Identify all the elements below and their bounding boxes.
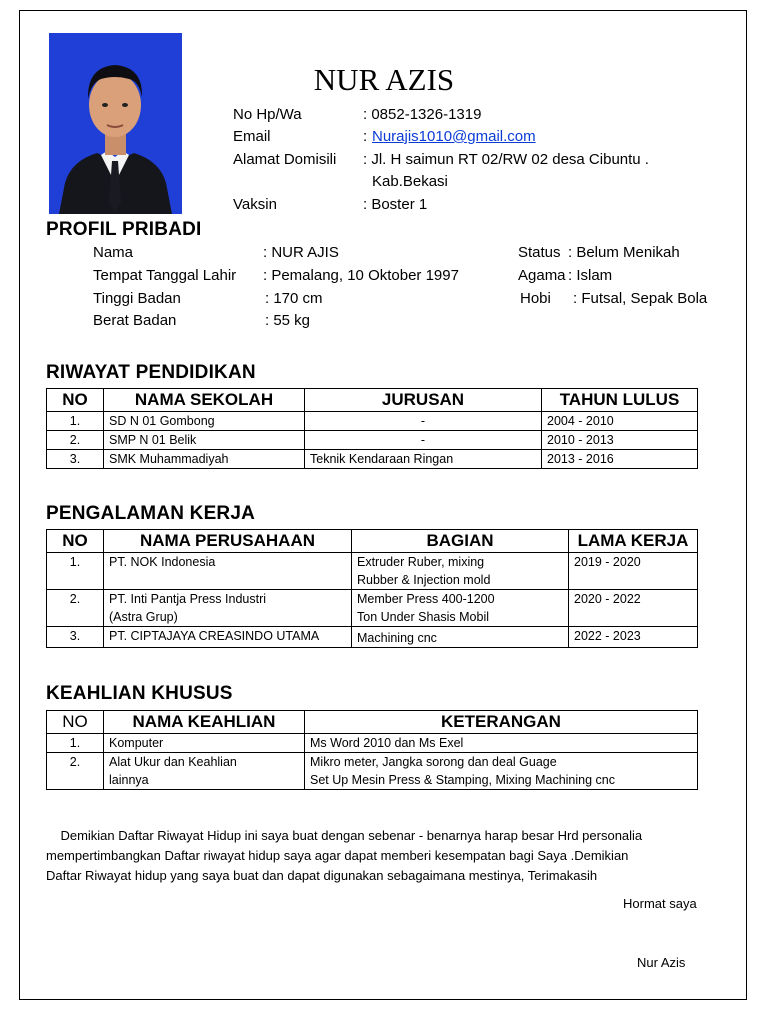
cell-school: SMP N 01 Belik <box>104 431 305 450</box>
contact-label-email: Email <box>233 128 271 145</box>
section-title-kerja: PENGALAMAN KERJA <box>46 503 256 524</box>
section-title-profil: PROFIL PRIBADI <box>46 219 202 240</box>
profil-value-hobi: : Futsal, Sepak Bola <box>573 290 708 307</box>
table-row <box>47 412 698 431</box>
profil-value-tinggi: : 170 cm <box>265 290 323 307</box>
profil-label-nama: Nama <box>93 244 134 261</box>
table-row <box>47 431 698 450</box>
skill-line-2: lainnya <box>109 773 149 787</box>
contact-value-address: : Jl. H saimun RT 02/RW 02 desa Cibuntu . <box>363 151 649 168</box>
cell-company <box>104 627 352 648</box>
closing-line-1: Demikian Daftar Riwayat Hidup ini saya buat dengan sebenar - benarnya harap besar Hrd personalia <box>46 828 643 843</box>
col-header-tahun-lulus: TAHUN LULUS <box>542 389 698 412</box>
col-header-no: NO <box>47 389 104 412</box>
contact-label-phone: No Hp/Wa <box>233 106 302 123</box>
profil-label-tinggi: Tinggi Badan <box>93 290 181 307</box>
cell-no: 1. <box>47 412 104 431</box>
cell-year: 2013 - 2016 <box>542 450 698 469</box>
table-header-row <box>47 711 698 734</box>
table-row <box>47 590 698 627</box>
work-table <box>46 529 698 648</box>
cell-lama: 2020 - 2022 <box>569 590 698 627</box>
col-header-nama-sekolah: NAMA SEKOLAH <box>104 389 305 412</box>
contact-email-colon: : <box>363 128 368 145</box>
cell-company <box>104 553 352 590</box>
bagian-line: Member Press 400-1200 <box>357 592 495 606</box>
profil-label-status: Status <box>518 244 561 261</box>
closing-line-2: mempertimbangkan Daftar riwayat hidup saya agar dapat memberi kesempatan bagi Saya .Demikian <box>46 848 629 863</box>
cell-no: 1. <box>47 734 104 753</box>
cell-no: 3. <box>47 450 104 469</box>
cell-skill <box>104 753 305 790</box>
company-line: PT. NOK Indonesia <box>109 555 216 569</box>
cell-keterangan: Ms Word 2010 dan Ms Exel <box>305 734 698 753</box>
contact-value-vaksin: : Boster 1 <box>363 196 428 213</box>
profil-label-agama: Agama <box>518 267 566 284</box>
table-row <box>47 450 698 469</box>
cell-major: Teknik Kendaraan Ringan <box>305 450 542 469</box>
cell-major: - <box>305 412 542 431</box>
cell-skill: Komputer <box>104 734 305 753</box>
profil-label-berat: Berat Badan <box>93 312 177 329</box>
education-table <box>46 388 698 469</box>
profil-value-nama: : NUR AJIS <box>263 244 339 261</box>
col-header-no: NO <box>47 711 104 734</box>
profile-photo <box>49 33 182 214</box>
cell-no: 2. <box>47 431 104 450</box>
cell-bagian <box>352 627 569 648</box>
bagian-line: Extruder Ruber, mixing <box>357 555 485 569</box>
profil-value-berat: : 55 kg <box>265 312 311 329</box>
cell-bagian <box>352 553 569 590</box>
col-header-nama-perusahaan: NAMA PERUSAHAAN <box>104 530 352 553</box>
keterangan-line-2: Set Up Mesin Press & Stamping, Mixing Machining cnc <box>310 773 615 787</box>
profil-value-status: : Belum Menikah <box>568 244 680 261</box>
cell-no: 2. <box>47 590 104 627</box>
col-header-nama-keahlian: NAMA KEAHLIAN <box>104 711 305 734</box>
cell-no: 1. <box>47 553 104 590</box>
email-link[interactable]: Nurajis1010@gmail.com <box>372 128 536 145</box>
table-row <box>47 753 698 790</box>
regards-text: Hormat saya <box>623 896 697 911</box>
table-header-row <box>47 530 698 553</box>
col-header-bagian: BAGIAN <box>352 530 569 553</box>
keterangan-line: Mikro meter, Jangka sorong dan deal Guage <box>310 755 557 769</box>
cell-keterangan <box>305 753 698 790</box>
closing-paragraph <box>46 826 726 886</box>
cell-company <box>104 590 352 627</box>
col-header-keterangan: KETERANGAN <box>305 711 698 734</box>
contact-value-phone: : 0852-1326-1319 <box>363 106 482 123</box>
col-header-lama-kerja: LAMA KERJA <box>569 530 698 553</box>
contact-value-address-line2: Kab.Bekasi <box>372 173 448 190</box>
col-header-jurusan: JURUSAN <box>305 389 542 412</box>
contact-label-address: Alamat Domisili <box>233 151 337 168</box>
bagian-line: Machining cnc <box>357 631 437 645</box>
profil-value-agama: : Islam <box>568 267 613 284</box>
table-row <box>47 734 698 753</box>
company-line-2: (Astra Grup) <box>109 610 178 624</box>
cell-lama: 2019 - 2020 <box>569 553 698 590</box>
skill-line: Alat Ukur dan Keahlian <box>109 755 237 769</box>
cell-school: SMK Muhammadiyah <box>104 450 305 469</box>
bagian-line-2: Rubber & Injection mold <box>357 573 491 587</box>
cell-bagian <box>352 590 569 627</box>
profil-value-ttl: : Pemalang, 10 Oktober 1997 <box>263 267 459 284</box>
cell-year: 2004 - 2010 <box>542 412 698 431</box>
skills-table <box>46 710 698 790</box>
candidate-name: NUR AZIS <box>313 62 455 97</box>
table-row <box>47 627 698 648</box>
company-line: PT. Inti Pantja Press Industri <box>109 592 267 606</box>
section-title-pendidikan: RIWAYAT PENDIDIKAN <box>46 362 256 383</box>
col-header-no: NO <box>47 530 104 553</box>
table-row <box>47 553 698 590</box>
contact-label-vaksin: Vaksin <box>233 196 277 213</box>
bagian-line-2: Ton Under Shasis Mobil <box>357 610 490 624</box>
section-title-keahlian: KEAHLIAN KHUSUS <box>46 683 233 704</box>
cell-no: 3. <box>47 627 104 648</box>
closing-line-3: Daftar Riwayat hidup yang saya buat dan dapat digunakan sebagaimana mestinya, Terimakasih <box>46 868 598 883</box>
table-header-row <box>47 389 698 412</box>
cell-year: 2010 - 2013 <box>542 431 698 450</box>
cell-no: 2. <box>47 753 104 790</box>
profil-label-hobi: Hobi <box>520 290 551 307</box>
cell-school: SD N 01 Gombong <box>104 412 305 431</box>
profil-label-ttl: Tempat Tanggal Lahir <box>93 267 237 284</box>
cell-lama: 2022 - 2023 <box>569 627 698 648</box>
signature-name: Nur Azis <box>637 955 686 970</box>
company-line: PT. CIPTAJAYA CREASINDO UTAMA <box>109 629 320 643</box>
cell-major: - <box>305 431 542 450</box>
